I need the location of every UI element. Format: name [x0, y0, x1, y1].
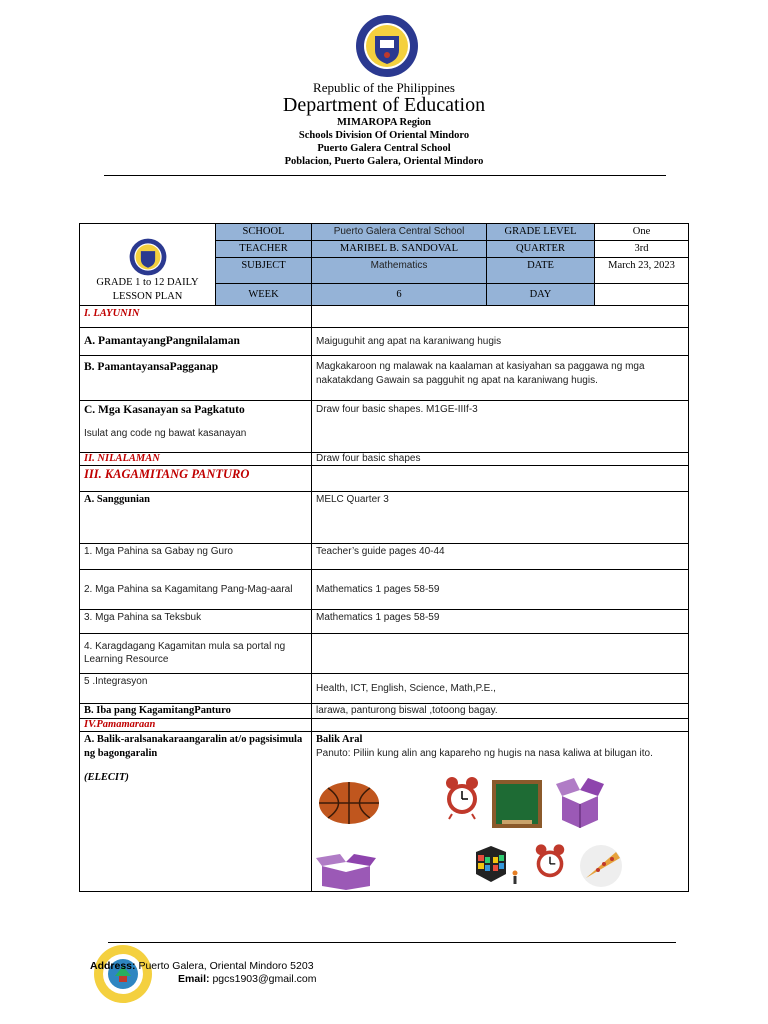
gabay-label: 1. Mga Pahina sa Gabay ng Guro — [80, 543, 312, 569]
teksbuk-label: 3. Mga Pahina sa Teksbuk — [80, 609, 312, 633]
kagamitan-value — [312, 465, 689, 491]
grade-level-label: GRADE LEVEL — [487, 224, 595, 241]
school-name-text: Puerto Galera Central School — [317, 143, 451, 154]
dlp-title-cell — [80, 224, 216, 306]
address-label: Address: — [90, 960, 136, 972]
footer-divider — [108, 942, 676, 943]
kasanayan-value: Draw four basic shapes. M1GE-IIIf-3 — [312, 401, 689, 453]
school-logo-icon — [93, 944, 153, 1004]
deped-seal-icon — [355, 14, 419, 78]
subject-value: Mathematics — [312, 258, 487, 284]
karagdagang-value — [312, 633, 689, 673]
small-figure-icon — [512, 870, 518, 884]
email-label: Email: — [178, 973, 210, 985]
balik-aral-label: A. Balik-aralsanakaraangaralin at/o pagsisimula ng bagongaralin — [84, 733, 303, 759]
pamamaraan-heading: IV.Pamamaraan — [80, 719, 312, 732]
republic-text: Republic of the Philippines — [313, 80, 455, 95]
kagamitan-heading: III. KAGAMITANG PANTURO — [80, 465, 312, 491]
teksbuk-value: Mathematics 1 pages 58-59 — [312, 609, 689, 633]
teacher-label: TEACHER — [216, 241, 312, 258]
iba-value: larawa, panturong biswal ,totoong bagay. — [312, 703, 689, 718]
address-value: Puerto Galera, Oriental Mindoro 5203 — [138, 960, 314, 972]
pagganap-label: B. PamantayansaPagganap — [80, 356, 312, 401]
week-value: 6 — [312, 284, 487, 306]
integrasyon-label: 5 .Integrasyon — [80, 673, 312, 703]
sanggunian-value: MELC Quarter 3 — [312, 491, 689, 543]
kasanayan-cell — [80, 401, 312, 453]
lesson-plan-table — [79, 223, 689, 892]
alarm-clock-icon — [444, 776, 480, 820]
date-value: March 23, 2023 — [595, 258, 689, 284]
subject-label: SUBJECT — [216, 258, 312, 284]
layunin-heading: I. LAYUNIN — [80, 306, 312, 328]
balik-aral-title: Balik Aral — [316, 733, 363, 745]
open-box-icon — [554, 776, 606, 828]
day-value — [595, 284, 689, 306]
pamantayang-label: A. PamantayangPangnilalaman — [80, 328, 312, 356]
school-value: Puerto Galera Central School — [312, 224, 487, 241]
week-label: WEEK — [216, 284, 312, 306]
nilalaman-heading: II. NILALAMAN — [80, 453, 312, 466]
school-label: SCHOOL — [216, 224, 312, 241]
alarm-clock-icon-2 — [534, 842, 566, 884]
division-text: Schools Division Of Oriental Mindoro — [298, 130, 470, 141]
balik-aral-label-cell — [80, 731, 312, 891]
pamantayang-value: Maiguguhit ang apat na karaniwang hugis — [312, 328, 689, 356]
grade-level-value: One — [595, 224, 689, 241]
rubiks-cube-icon — [474, 844, 508, 884]
day-label: DAY — [487, 284, 595, 306]
kagamitang-label: 2. Mga Pahina sa Kagamitang Pang-Mag-aaral — [80, 569, 312, 609]
footer-email — [178, 973, 316, 985]
integrasyon-value: Health, ICT, English, Science, Math,P.E., — [312, 673, 689, 703]
department-title: Department of Education — [282, 94, 486, 116]
kagamitang-value: Mathematics 1 pages 58-59 — [312, 569, 689, 609]
pizza-slice-icon — [578, 844, 624, 888]
balik-aral-content-cell — [312, 731, 689, 891]
quarter-value: 3rd — [595, 241, 689, 258]
elecit-text: (ELECIT) — [84, 771, 129, 783]
pamamaraan-value — [312, 719, 689, 732]
dlp-title: GRADE 1 to 12 DAILY LESSON PLAN — [96, 277, 199, 303]
teacher-value: MARIBEL B. SANDOVAL — [312, 241, 487, 258]
header-divider — [104, 175, 666, 176]
open-box-icon-2 — [316, 854, 376, 890]
nilalaman-value: Draw four basic shapes — [312, 453, 689, 466]
deped-seal-small-icon — [129, 238, 167, 276]
panuto-text: Panuto: Piliin kung alin ang kapareho ng hugis na nasa kaliwa at bilugan ito. — [316, 747, 653, 759]
layunin-value — [312, 306, 689, 328]
quarter-label: QUARTER — [487, 241, 595, 258]
pagganap-value: Magkakaroon ng malawak na kaalaman at kasiyahan sa paggawa ng mga nakatakdang Gawain sa pagguhit ng apat na karaniwang hugis. — [312, 356, 689, 401]
footer-address — [90, 960, 314, 972]
kasanayan-label: C. Mga Kasanayan sa Pagkatuto — [84, 404, 245, 417]
basketball-icon — [318, 780, 380, 826]
iba-label: B. Iba pang KagamitangPanturo — [80, 703, 312, 718]
karagdagang-label: 4. Karagdagang Kagamitan mula sa portal ng Learning Resource — [80, 633, 312, 673]
region-text: MIMAROPA Region — [336, 117, 431, 128]
sanggunian-label: A. Sanggunian — [80, 491, 312, 543]
kasanayan-note: Isulat ang code ng bawat kasanayan — [84, 427, 247, 439]
gabay-value: Teacher’s guide pages 40-44 — [312, 543, 689, 569]
email-value: pgcs1903@gmail.com — [212, 973, 317, 985]
chalkboard-icon — [492, 780, 542, 828]
date-label: DATE — [487, 258, 595, 284]
school-address-text: Poblacion, Puerto Galera, Oriental Mindoro — [284, 156, 484, 167]
